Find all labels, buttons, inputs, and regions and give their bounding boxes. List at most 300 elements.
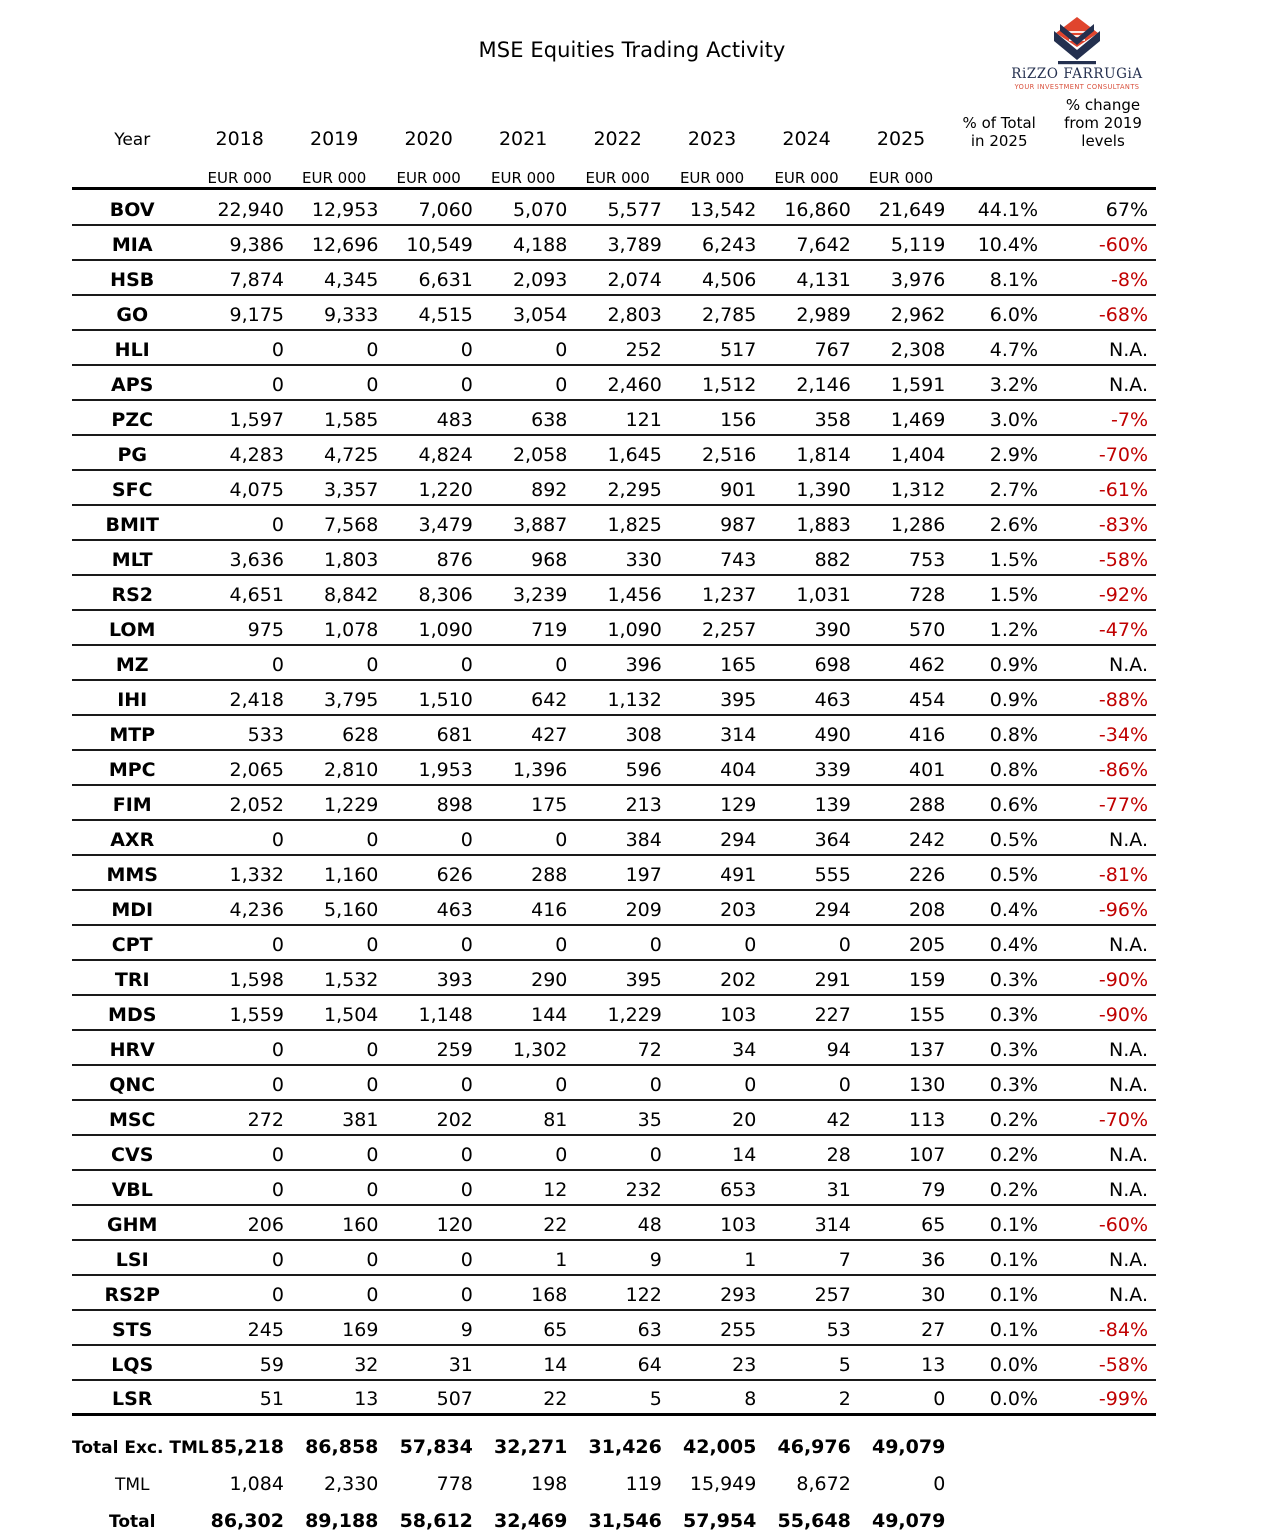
- cell-pct-of-total: 6.0%: [948, 295, 1050, 330]
- cell-pct-change: -81%: [1050, 855, 1156, 890]
- cell-value: 9: [381, 1310, 475, 1345]
- cell-value: 130: [854, 1065, 948, 1100]
- header-row-units: [72, 150, 1156, 188]
- cell-value: 0: [476, 1135, 570, 1170]
- cell-value: 1,160: [287, 855, 381, 890]
- header-col-2024: 2024: [782, 128, 831, 150]
- table-row: [72, 330, 1156, 365]
- cell-value: 462: [854, 645, 948, 680]
- totals-value: 31,546: [588, 1509, 662, 1532]
- cell-value: 5,160: [287, 890, 381, 925]
- totals-value: 778: [436, 1472, 473, 1495]
- cell-value: 5: [759, 1345, 853, 1380]
- table-row: [72, 1380, 1156, 1415]
- cell-value: 743: [665, 540, 759, 575]
- cell-value: 226: [854, 855, 948, 890]
- cell-value: 0: [287, 1240, 381, 1275]
- cell-pct-change: -7%: [1050, 400, 1156, 435]
- cell-value: 1,090: [381, 610, 475, 645]
- cell-value: 0: [192, 1275, 286, 1310]
- cell-value: 0: [476, 820, 570, 855]
- cell-value: 0: [192, 925, 286, 960]
- cell-value: 0: [192, 1030, 286, 1065]
- cell-value: 20: [665, 1100, 759, 1135]
- header-col-pct-of-total: [948, 96, 1050, 150]
- cell-value: 8: [665, 1380, 759, 1415]
- totals-value: 46,976: [777, 1435, 851, 1458]
- cell-value: 1,510: [381, 680, 475, 715]
- header-col-2020: 2020: [404, 128, 453, 150]
- cell-value: 901: [665, 470, 759, 505]
- table-row: [72, 1065, 1156, 1100]
- table-row: [72, 365, 1156, 400]
- totals-value: 89,188: [305, 1509, 379, 1532]
- cell-pct-of-total: 8.1%: [948, 260, 1050, 295]
- cell-pct-of-total: 44.1%: [948, 190, 1050, 225]
- row-ticker: MSC: [72, 1100, 192, 1135]
- cell-value: 3,976: [854, 260, 948, 295]
- cell-pct-change: -90%: [1050, 960, 1156, 995]
- equities-trading-table: [72, 96, 1156, 1536]
- rizzo-farrugia-logo-icon: [1002, 14, 1152, 68]
- table-row: [72, 925, 1156, 960]
- cell-value: 1,220: [381, 470, 475, 505]
- totals-value: 86,302: [210, 1509, 284, 1532]
- cell-value: 1,332: [192, 855, 286, 890]
- table-footer: [72, 1415, 1156, 1536]
- cell-value: 0: [854, 1380, 948, 1415]
- cell-value: 968: [476, 540, 570, 575]
- cell-value: 390: [759, 610, 853, 645]
- cell-value: 27: [854, 1310, 948, 1345]
- cell-value: 628: [287, 715, 381, 750]
- table-row: [72, 1205, 1156, 1240]
- cell-value: 103: [665, 1205, 759, 1240]
- cell-pct-of-total: 1.5%: [948, 575, 1050, 610]
- cell-value: 3,795: [287, 680, 381, 715]
- cell-pct-of-total: 0.1%: [948, 1240, 1050, 1275]
- cell-value: 7: [759, 1240, 853, 1275]
- totals-value: 49,079: [871, 1509, 946, 1532]
- cell-value: 0: [287, 1135, 381, 1170]
- cell-value: 290: [476, 960, 570, 995]
- cell-value: 4,188: [476, 225, 570, 260]
- cell-value: 21,649: [854, 190, 948, 225]
- cell-pct-of-total: 0.3%: [948, 1065, 1050, 1100]
- cell-value: 4,725: [287, 435, 381, 470]
- cell-value: 4,131: [759, 260, 853, 295]
- cell-value: 1,229: [287, 785, 381, 820]
- totals-value: 119: [625, 1472, 662, 1495]
- cell-value: 5,577: [570, 190, 664, 225]
- cell-value: 533: [192, 715, 286, 750]
- totals-label: TML: [114, 1474, 150, 1495]
- totals-label: Total: [108, 1511, 156, 1532]
- cell-pct-change: -99%: [1050, 1380, 1156, 1415]
- totals-pct-total-blank: [948, 1425, 1050, 1462]
- header-col-2025: 2025: [876, 128, 926, 150]
- header-row-years: [72, 96, 1156, 150]
- cell-value: 626: [381, 855, 475, 890]
- row-ticker: HSB: [72, 260, 192, 295]
- cell-value: 252: [570, 330, 664, 365]
- totals-value: 42,005: [683, 1435, 757, 1458]
- header-col-2019: 2019: [309, 128, 359, 150]
- cell-value: 0: [287, 645, 381, 680]
- cell-value: 384: [570, 820, 664, 855]
- totals-value: 15,949: [689, 1472, 757, 1495]
- unit-2019: EUR 000: [302, 168, 367, 187]
- table-row: [72, 645, 1156, 680]
- cell-value: 13: [287, 1380, 381, 1415]
- cell-value: 288: [854, 785, 948, 820]
- cell-value: 1,803: [287, 540, 381, 575]
- cell-value: 4,506: [665, 260, 759, 295]
- cell-value: 2,065: [192, 750, 286, 785]
- cell-pct-of-total: 0.4%: [948, 890, 1050, 925]
- cell-value: 0: [476, 1065, 570, 1100]
- cell-value: 0: [570, 1065, 664, 1100]
- cell-value: 159: [854, 960, 948, 995]
- table-row: [72, 505, 1156, 540]
- cell-value: 31: [759, 1170, 853, 1205]
- cell-value: 64: [570, 1345, 664, 1380]
- cell-value: 65: [476, 1310, 570, 1345]
- cell-value: 5,119: [854, 225, 948, 260]
- cell-value: 7,060: [381, 190, 475, 225]
- cell-pct-of-total: 0.3%: [948, 960, 1050, 995]
- pct-change-line1: % change: [1065, 96, 1141, 114]
- cell-value: 2,295: [570, 470, 664, 505]
- cell-pct-of-total: 0.8%: [948, 715, 1050, 750]
- cell-value: 197: [570, 855, 664, 890]
- cell-pct-change: -84%: [1050, 1310, 1156, 1345]
- cell-pct-of-total: 3.0%: [948, 400, 1050, 435]
- row-ticker: VBL: [72, 1170, 192, 1205]
- cell-value: 1,814: [759, 435, 853, 470]
- cell-value: 1,469: [854, 400, 948, 435]
- row-ticker: AXR: [72, 820, 192, 855]
- cell-value: 0: [381, 1240, 475, 1275]
- cell-value: 1,390: [759, 470, 853, 505]
- cell-value: 1,559: [192, 995, 286, 1030]
- table-row: [72, 540, 1156, 575]
- cell-value: 698: [759, 645, 853, 680]
- cell-pct-change: N.A.: [1050, 645, 1156, 680]
- table-row: [72, 715, 1156, 750]
- row-ticker: MDS: [72, 995, 192, 1030]
- cell-value: 288: [476, 855, 570, 890]
- cell-value: 165: [665, 645, 759, 680]
- totals-value: 32,469: [494, 1509, 568, 1532]
- cell-value: 1,148: [381, 995, 475, 1030]
- cell-value: 31: [381, 1345, 475, 1380]
- cell-value: 103: [665, 995, 759, 1030]
- unit-2018: EUR 000: [207, 168, 272, 187]
- row-ticker: MTP: [72, 715, 192, 750]
- cell-value: 0: [381, 330, 475, 365]
- cell-pct-of-total: 10.4%: [948, 225, 1050, 260]
- row-ticker: HLI: [72, 330, 192, 365]
- table-row: [72, 820, 1156, 855]
- cell-value: 259: [381, 1030, 475, 1065]
- cell-value: 3,054: [476, 295, 570, 330]
- cell-pct-of-total: 0.6%: [948, 785, 1050, 820]
- cell-value: 0: [759, 925, 853, 960]
- totals-value: 1,084: [229, 1472, 284, 1495]
- cell-value: 160: [287, 1205, 381, 1240]
- row-ticker: BOV: [72, 190, 192, 225]
- cell-value: 4,824: [381, 435, 475, 470]
- table-row: [72, 400, 1156, 435]
- row-ticker: MLT: [72, 540, 192, 575]
- cell-value: 0: [192, 365, 286, 400]
- cell-pct-of-total: 0.4%: [948, 925, 1050, 960]
- cell-value: 53: [759, 1310, 853, 1345]
- cell-value: 16,860: [759, 190, 853, 225]
- cell-value: 22: [476, 1205, 570, 1240]
- page-title: MSE Equities Trading Activity: [478, 38, 786, 62]
- row-ticker: BMIT: [72, 505, 192, 540]
- cell-value: 463: [381, 890, 475, 925]
- cell-value: 294: [759, 890, 853, 925]
- totals-value: 86,858: [305, 1435, 379, 1458]
- cell-value: 0: [192, 1135, 286, 1170]
- cell-value: 314: [665, 715, 759, 750]
- cell-value: 205: [854, 925, 948, 960]
- totals-pct-change-blank: [1050, 1499, 1156, 1536]
- unit-2025: EUR 000: [868, 168, 934, 187]
- cell-value: 9,175: [192, 295, 286, 330]
- cell-value: 121: [570, 400, 664, 435]
- row-ticker: LQS: [72, 1345, 192, 1380]
- cell-pct-change: N.A.: [1050, 1030, 1156, 1065]
- cell-pct-of-total: 0.1%: [948, 1275, 1050, 1310]
- cell-value: 9,386: [192, 225, 286, 260]
- cell-value: 23: [665, 1345, 759, 1380]
- cell-value: 719: [476, 610, 570, 645]
- cell-value: 1,132: [570, 680, 664, 715]
- cell-value: 1,597: [192, 400, 286, 435]
- cell-pct-of-total: 0.3%: [948, 995, 1050, 1030]
- unit-2021: EUR 000: [490, 168, 556, 187]
- cell-value: 1,396: [476, 750, 570, 785]
- cell-value: 293: [665, 1275, 759, 1310]
- cell-pct-of-total: 2.9%: [948, 435, 1050, 470]
- cell-value: 339: [759, 750, 853, 785]
- table-row: [72, 890, 1156, 925]
- cell-value: 257: [759, 1275, 853, 1310]
- cell-value: 0: [570, 1135, 664, 1170]
- cell-value: 0: [381, 1065, 475, 1100]
- cell-value: 2,146: [759, 365, 853, 400]
- unit-pct-change: [1050, 150, 1156, 188]
- cell-pct-of-total: 4.7%: [948, 330, 1050, 365]
- cell-value: 22,940: [192, 190, 286, 225]
- table-body: [72, 190, 1156, 1415]
- totals-value: 58,612: [399, 1509, 473, 1532]
- cell-value: 1,953: [381, 750, 475, 785]
- cell-value: 32: [287, 1345, 381, 1380]
- row-ticker: LSI: [72, 1240, 192, 1275]
- totals-value: 57,954: [683, 1509, 757, 1532]
- cell-value: 242: [854, 820, 948, 855]
- cell-pct-of-total: 0.1%: [948, 1205, 1050, 1240]
- cell-value: 1,598: [192, 960, 286, 995]
- cell-value: 2,257: [665, 610, 759, 645]
- table-row: [72, 1100, 1156, 1135]
- row-ticker: MZ: [72, 645, 192, 680]
- cell-value: 51: [192, 1380, 286, 1415]
- cell-value: 0: [192, 1065, 286, 1100]
- cell-value: 0: [192, 645, 286, 680]
- table-row: [72, 575, 1156, 610]
- totals-value: 8,672: [796, 1472, 851, 1495]
- cell-value: 1,312: [854, 470, 948, 505]
- logo-tagline: YOUR INVESTMENT CONSULTANTS: [1014, 83, 1140, 91]
- header-col-2023: 2023: [687, 128, 737, 150]
- cell-pct-change: -92%: [1050, 575, 1156, 610]
- cell-value: 2,989: [759, 295, 853, 330]
- cell-value: 3,636: [192, 540, 286, 575]
- cell-pct-of-total: 1.5%: [948, 540, 1050, 575]
- table-row: [72, 190, 1156, 225]
- cell-value: 1,404: [854, 435, 948, 470]
- cell-value: 4,283: [192, 435, 286, 470]
- cell-value: 35: [570, 1100, 664, 1135]
- cell-pct-of-total: 1.2%: [948, 610, 1050, 645]
- unit-2020: EUR 000: [396, 168, 461, 187]
- cell-value: 3,887: [476, 505, 570, 540]
- cell-value: 2,058: [476, 435, 570, 470]
- cell-value: 206: [192, 1205, 286, 1240]
- table-row: [72, 1030, 1156, 1065]
- cell-value: 129: [665, 785, 759, 820]
- cell-value: 213: [570, 785, 664, 820]
- pct-change-line3: levels: [1081, 132, 1125, 150]
- cell-value: 638: [476, 400, 570, 435]
- cell-value: 2,418: [192, 680, 286, 715]
- table-row: [72, 435, 1156, 470]
- totals-row: [72, 1499, 1156, 1536]
- cell-pct-change: N.A.: [1050, 1065, 1156, 1100]
- cell-value: 427: [476, 715, 570, 750]
- cell-value: 1,031: [759, 575, 853, 610]
- cell-pct-change: -88%: [1050, 680, 1156, 715]
- cell-pct-change: 67%: [1050, 190, 1156, 225]
- row-ticker: RS2P: [72, 1275, 192, 1310]
- row-ticker: MMS: [72, 855, 192, 890]
- cell-value: 2,810: [287, 750, 381, 785]
- cell-pct-change: N.A.: [1050, 1135, 1156, 1170]
- table-row: [72, 995, 1156, 1030]
- cell-value: 393: [381, 960, 475, 995]
- cell-value: 491: [665, 855, 759, 890]
- cell-value: 358: [759, 400, 853, 435]
- cell-value: 0: [287, 925, 381, 960]
- totals-pct-total-blank: [948, 1462, 1050, 1499]
- cell-value: 48: [570, 1205, 664, 1240]
- cell-value: 4,236: [192, 890, 286, 925]
- unit-label-blank: [72, 150, 192, 188]
- cell-value: 144: [476, 995, 570, 1030]
- totals-pct-total-blank: [948, 1499, 1050, 1536]
- cell-value: 396: [570, 645, 664, 680]
- totals-value: 198: [531, 1472, 568, 1495]
- cell-value: 308: [570, 715, 664, 750]
- row-ticker: QNC: [72, 1065, 192, 1100]
- cell-value: 113: [854, 1100, 948, 1135]
- cell-value: 1,532: [287, 960, 381, 995]
- cell-value: 987: [665, 505, 759, 540]
- cell-value: 5,070: [476, 190, 570, 225]
- cell-value: 1,883: [759, 505, 853, 540]
- cell-value: 12,953: [287, 190, 381, 225]
- header-year-label: Year: [114, 130, 151, 150]
- cell-value: 208: [854, 890, 948, 925]
- cell-value: 642: [476, 680, 570, 715]
- totals-value: 31,426: [588, 1435, 662, 1458]
- cell-value: 36: [854, 1240, 948, 1275]
- table-row: [72, 750, 1156, 785]
- cell-value: 294: [665, 820, 759, 855]
- cell-value: 13,542: [665, 190, 759, 225]
- cell-pct-of-total: 0.9%: [948, 680, 1050, 715]
- cell-value: 232: [570, 1170, 664, 1205]
- cell-pct-change: -77%: [1050, 785, 1156, 820]
- row-ticker: LOM: [72, 610, 192, 645]
- row-ticker: STS: [72, 1310, 192, 1345]
- cell-value: 0: [192, 505, 286, 540]
- header-col-2018: 2018: [215, 128, 264, 150]
- table-row: [72, 680, 1156, 715]
- cell-value: 4,651: [192, 575, 286, 610]
- cell-value: 6,243: [665, 225, 759, 260]
- table-row: [72, 260, 1156, 295]
- cell-value: 72: [570, 1030, 664, 1065]
- row-ticker: HRV: [72, 1030, 192, 1065]
- cell-value: 175: [476, 785, 570, 820]
- pct-change-line2: from 2019: [1064, 114, 1142, 132]
- cell-value: 155: [854, 995, 948, 1030]
- cell-pct-change: -34%: [1050, 715, 1156, 750]
- totals-value: 55,648: [777, 1509, 851, 1532]
- row-ticker: MIA: [72, 225, 192, 260]
- cell-value: 0: [381, 645, 475, 680]
- cell-pct-change: -70%: [1050, 435, 1156, 470]
- cell-value: 1,645: [570, 435, 664, 470]
- cell-value: 2: [759, 1380, 853, 1415]
- cell-value: 0: [192, 1240, 286, 1275]
- table-row: [72, 610, 1156, 645]
- equities-table-container: [72, 96, 1156, 1536]
- cell-value: 395: [570, 960, 664, 995]
- cell-value: 3,479: [381, 505, 475, 540]
- cell-pct-of-total: 0.0%: [948, 1345, 1050, 1380]
- row-ticker: IHI: [72, 680, 192, 715]
- cell-pct-of-total: 0.2%: [948, 1100, 1050, 1135]
- cell-value: 0: [287, 1065, 381, 1100]
- cell-value: 0: [381, 820, 475, 855]
- cell-value: 1,090: [570, 610, 664, 645]
- cell-pct-change: -70%: [1050, 1100, 1156, 1135]
- cell-pct-of-total: 2.7%: [948, 470, 1050, 505]
- cell-pct-of-total: 0.2%: [948, 1135, 1050, 1170]
- cell-value: 681: [381, 715, 475, 750]
- cell-value: 12: [476, 1170, 570, 1205]
- cell-value: 0: [381, 1275, 475, 1310]
- cell-value: 1,591: [854, 365, 948, 400]
